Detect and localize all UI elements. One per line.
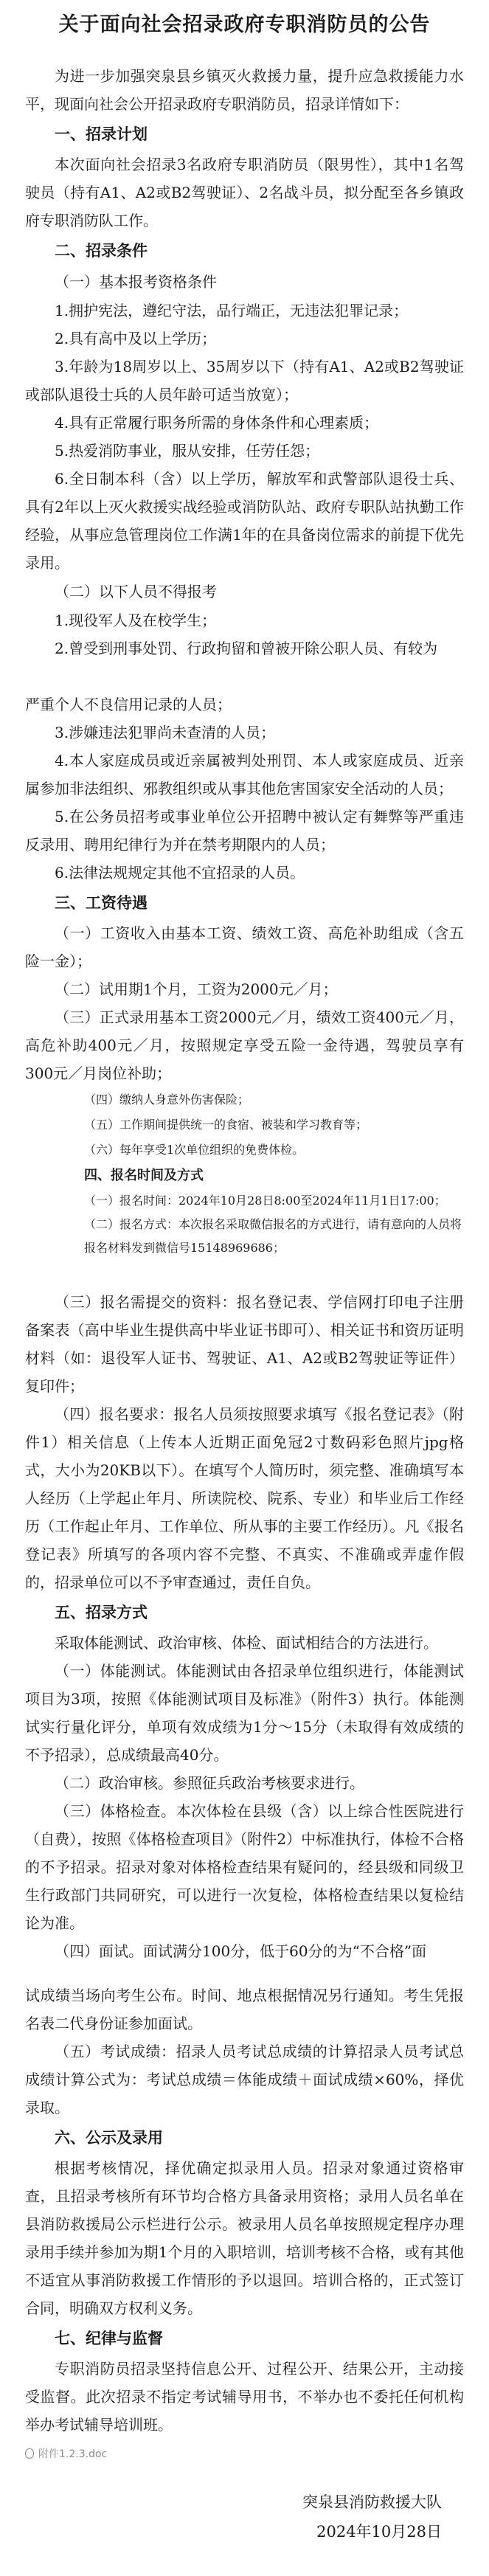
section-heading-salary: 三、工资待遇 — [55, 894, 148, 912]
excluded-item: 2.曾受到刑事处罚、行政拘留和曾被开除公职人员、有较为 — [55, 640, 438, 657]
method-scoring: （五）考试成绩：招录人员考试总成绩的计算招录人员考试总成绩计算公式为：考试总成绩＝体能成绩＋面试成绩×60%，择优录取。 — [25, 2043, 464, 2116]
publicity-paragraph: 根据考核情况，择优确定拟录用人员。招录对象通过资格审查，且招录考核所有环节均合格方具备录用资格；录用人员名单在县消防救援局公示栏进行公示。被录用人员名单按照规定程序办理录用手续并参加为期1个月的入职培训，培训考核不合格，或有其他不适宜从事消防救援工作情形的予以退回。培训合格的，正式签订合同，明确双方权利义务。 — [25, 2159, 464, 2317]
condition-item: 5.热爱消防事业，服从安排，任劳任怨； — [55, 442, 320, 460]
attachment-link[interactable] — [25, 2446, 464, 2461]
intro-paragraph: 为进一步加强突泉县乡镇灭火救援力量，提升应急救援能力水平，现面向社会公开招录政府专职消防员，招录详情如下： — [25, 67, 464, 113]
condition-item: 4.具有正常履行职务所需的身体条件和心理素质； — [55, 414, 379, 432]
condition-item: 2.具有高中及以上学历； — [55, 330, 217, 347]
method-political-review: （二）政治审核。参照征兵政治考核要求进行。 — [55, 1774, 364, 1792]
conditions-subheading-basic: （一）基本报考资格条件 — [55, 273, 217, 291]
section-heading-plan: 一、招录计划 — [55, 125, 148, 143]
condition-item: 1.拥护宪法，遵纪守法，品行端正，无违法犯罪记录； — [55, 302, 409, 319]
method-interview: （四）面试。面试满分100分，低于60分的为“不合格”面 — [55, 1942, 427, 1960]
signature-org: 突泉县消防救援大队 — [302, 2493, 442, 2511]
discipline-paragraph: 专职消防员招录坚持信息公开、过程公开、结果公开，主动接受监督。此次招录不指定考试辅导用书，不举办也不委托任何机构举办考试辅导培训班。 — [25, 2360, 464, 2434]
method-fitness-test: （一）体能测试。体能测试由各招录单位组织进行，体能测试项目为3项，按照《体能测试项目及标准》（附件3）执行。体能测试实行量化评分，单项有效成绩为1分～15分（未取得有效成绩的不予招录），总成绩最高40分。 — [25, 1662, 464, 1764]
method-interview-continued: 试成绩当场向考生公布。时间、地点根据情况另行通知。考生凭报名表二代身份证参加面试。 — [25, 1987, 464, 2032]
section-heading-registration: 四、报名时间及方式 — [84, 1168, 204, 1183]
excluded-item: 4.本人家庭成员或近亲属被判处刑罚、本人或家庭成员、近亲属参加非法组织、邪教组织或从事其他危害国家安全活动的人员； — [25, 752, 464, 797]
excluded-item: 3.涉嫌违法犯罪尚未查清的人员； — [55, 724, 276, 741]
condition-item: 6.全日制本科（含）以上学历，解放军和武警部队退役士兵、具有2年以上灭火救援实战经验或消防队站、政府专职队站执勤工作经验，从事应急管理岗位工作满1年的在具备岗位需求的前提下优先录用。 — [25, 470, 464, 572]
section-heading-method: 五、招录方式 — [55, 1604, 148, 1621]
attachment-filename: 附件1.2.3.doc — [38, 2448, 108, 2460]
section-heading-publicity: 六、公示及录用 — [55, 2129, 163, 2147]
method-physical-exam: （三）体格检查。本次体检在县级（含）以上综合性医院进行（自费），按照《体格检查项目》（附件2）中标准执行，体检不合格的不予招录。招录对象对体格检查结果有疑问的，经县级和同级卫生行政部门共同研究，可以进行一次复检，体格检查结果以复检结论为准。 — [25, 1802, 464, 1932]
method-overview: 采取体能测试、政治审核、体检、面试相结合的方法进行。 — [55, 1634, 438, 1652]
excluded-item: 5.在公务员招考或事业单位公开招聘中被认定有舞弊等严重违反录用、聘用纪律行为并在禁考期限内的人员； — [25, 808, 464, 854]
page-title: 关于面向社会招录政府专职消防员的公告 — [58, 13, 431, 36]
registration-requirements: （四）报名要求：报名人员须按照要求填写《报名登记表》（附件1）相关信息（上传本人近期正面免冠2寸数码彩色照片jpg格式，大小为20KB以下）。在填写个人简历时，须完整、准确填写本人经历（上学起止年月、所读院校、院系、专业）和毕业后工作经历（工作起止年月、工作单位、所从事的主要工作经历）。凡《报名登记表》所填写的各项内容不完整、不真实、不准确或弄虚作假的，招录单位可以不予审查通过，责任自负。 — [25, 1405, 464, 1591]
paperclip-icon — [25, 2448, 34, 2459]
registration-materials: （三）报名需提交的资料：报名登记表、学信网打印电子注册备案表（高中毕业生提供高中毕业证书即可）、相关证书和资历证明材料（如：退役军人证书、驾驶证、A1、A2或B2驾驶证等证件）复印件； — [25, 1293, 464, 1395]
salary-item: （三）正式录用基本工资2000元／月，绩效工资400元／月，高危补助400元／月，按照规定享受五险一金待遇，驾驶员享有300元／月岗位补助； — [25, 1008, 464, 1082]
signature-date: 2024年10月28日 — [316, 2523, 442, 2541]
condition-item: 3.年龄为18周岁以上、35周岁以下（持有A1、A2或B2驾驶证或部队退役士兵的人员年龄可适当放宽）； — [25, 358, 464, 404]
plan-paragraph: 本次面向社会招录3名政府专职消防员（限男性），其中1名驾驶员（持有A1、A2或B2驾驶证）、2名战斗员，拟分配至各乡镇政府专职消防队工作。 — [25, 156, 464, 229]
salary-small-item: （四）缴纳人身意外伤害保险； — [84, 1093, 250, 1107]
excluded-item-continued: 严重个人不良信用记录的人员； — [25, 696, 232, 713]
salary-small-item: （六）每年享受1次单位组织的免费体检。 — [84, 1143, 305, 1157]
section-heading-discipline: 七、纪律与监督 — [55, 2330, 163, 2347]
salary-item: （一）工资收入由基本工资、绩效工资、高危补助组成（含五险一金）； — [25, 924, 464, 970]
conditions-subheading-excluded: （二）以下人员不得报考 — [55, 583, 217, 600]
salary-small-item: （五）工作期间提供统一的食宿、被装和学习教育等； — [84, 1118, 368, 1132]
section-heading-conditions: 二、招录条件 — [55, 242, 148, 260]
registration-time: （一）报名时间：2024年10月28日8:00至2024年11月1日17:00； — [84, 1194, 446, 1208]
registration-method: （二）报名方式：本次报名采取微信报名的方式进行，请有意向的人员将报名材料发到微信号15148969686； — [84, 1217, 462, 1255]
excluded-item: 1.现役军人及在校学生； — [55, 612, 217, 629]
salary-item: （二）试用期1个月，工资为2000元／月； — [55, 980, 338, 998]
excluded-item: 6.法律法规规定其他不宜招录的人员。 — [55, 864, 305, 882]
